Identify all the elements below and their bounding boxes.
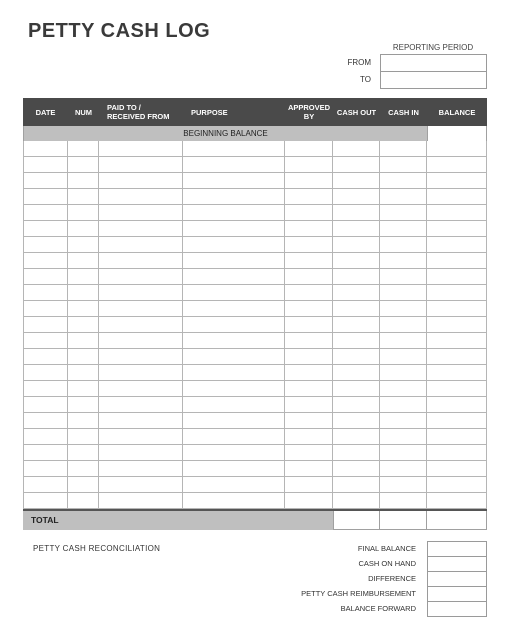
cell-balance[interactable] <box>427 381 487 397</box>
cell-num[interactable] <box>68 189 99 205</box>
cell-cash-in[interactable] <box>380 221 427 237</box>
cell-balance[interactable] <box>427 205 487 221</box>
cell-balance[interactable] <box>427 221 487 237</box>
cell-num[interactable] <box>68 397 99 413</box>
cell-num[interactable] <box>68 141 99 157</box>
cell-date[interactable] <box>23 413 68 429</box>
cell-approved-by[interactable] <box>285 269 333 285</box>
cell-date[interactable] <box>23 445 68 461</box>
cell-cash-in[interactable] <box>380 157 427 173</box>
cell-cash-in[interactable] <box>380 205 427 221</box>
beginning-balance-row <box>23 126 487 141</box>
cell-cash-in[interactable] <box>380 189 427 205</box>
table-row <box>23 493 487 509</box>
cell-paid-to[interactable] <box>99 221 183 237</box>
table-header <box>23 98 487 126</box>
cell-date[interactable] <box>23 205 68 221</box>
cell-date[interactable] <box>23 477 68 493</box>
cell-approved-by[interactable] <box>285 157 333 173</box>
cell-num[interactable] <box>68 221 99 237</box>
cell-paid-to[interactable] <box>99 285 183 301</box>
cell-cash-out[interactable] <box>333 141 380 157</box>
cell-cash-out[interactable] <box>333 285 380 301</box>
cell-approved-by[interactable] <box>285 365 333 381</box>
cell-approved-by[interactable] <box>285 317 333 333</box>
cell-cash-out[interactable] <box>333 157 380 173</box>
cell-cash-in[interactable] <box>380 445 427 461</box>
cell-paid-to[interactable] <box>99 317 183 333</box>
from-label: FROM <box>347 58 371 67</box>
cell-approved-by[interactable] <box>285 477 333 493</box>
cell-paid-to[interactable] <box>99 413 183 429</box>
cell-cash-out[interactable] <box>333 397 380 413</box>
cell-balance[interactable] <box>427 141 487 157</box>
cell-paid-to[interactable] <box>99 173 183 189</box>
cell-balance[interactable] <box>427 317 487 333</box>
cell-cash-out[interactable] <box>333 205 380 221</box>
cell-cash-out[interactable] <box>333 237 380 253</box>
cell-date[interactable] <box>23 157 68 173</box>
cell-purpose[interactable] <box>183 461 285 477</box>
cell-date[interactable] <box>23 253 68 269</box>
cell-balance[interactable] <box>427 189 487 205</box>
table-row <box>23 429 487 445</box>
cell-paid-to[interactable] <box>99 237 183 253</box>
page-title: PETTY CASH LOG <box>28 20 211 42</box>
cell-cash-out[interactable] <box>333 317 380 333</box>
reconciliation-row <box>260 601 486 616</box>
header-cash-in: CASH IN <box>388 107 419 117</box>
cell-date[interactable] <box>23 301 68 317</box>
cell-purpose[interactable] <box>183 253 285 269</box>
cell-date[interactable] <box>23 397 68 413</box>
cell-cash-in[interactable] <box>380 429 427 445</box>
table-row <box>23 365 487 381</box>
cell-date[interactable] <box>23 429 68 445</box>
cell-balance[interactable] <box>427 461 487 477</box>
cell-approved-by[interactable] <box>285 381 333 397</box>
cell-date[interactable] <box>23 381 68 397</box>
table-row <box>23 221 487 237</box>
cell-balance[interactable] <box>427 269 487 285</box>
cell-cash-in[interactable] <box>380 349 427 365</box>
cell-cash-out[interactable] <box>333 301 380 317</box>
cell-cash-out[interactable] <box>333 269 380 285</box>
table-row <box>23 397 487 413</box>
cell-cash-out[interactable] <box>333 445 380 461</box>
total-cash-in-cell[interactable] <box>380 511 427 530</box>
cell-num[interactable] <box>68 317 99 333</box>
beginning-balance-label: BEGINNING BALANCE <box>23 126 427 142</box>
reconciliation-label: CASH ON HAND <box>358 559 416 568</box>
cell-num[interactable] <box>68 253 99 269</box>
table-row <box>23 189 487 205</box>
cell-cash-in[interactable] <box>380 269 427 285</box>
cell-cash-in[interactable] <box>380 397 427 413</box>
table-row <box>23 461 487 477</box>
cell-cash-in[interactable] <box>380 253 427 269</box>
cell-cash-out[interactable] <box>333 333 380 349</box>
cell-date[interactable] <box>23 285 68 301</box>
cell-paid-to[interactable] <box>99 493 183 509</box>
cell-purpose[interactable] <box>183 349 285 365</box>
cell-paid-to[interactable] <box>99 189 183 205</box>
cell-approved-by[interactable] <box>285 445 333 461</box>
cell-purpose[interactable] <box>183 365 285 381</box>
cell-purpose[interactable] <box>183 381 285 397</box>
cell-cash-out[interactable] <box>333 461 380 477</box>
reporting-period-label: REPORTING PERIOD <box>392 43 474 52</box>
cell-paid-to[interactable] <box>99 477 183 493</box>
cell-approved-by[interactable] <box>285 189 333 205</box>
cell-approved-by[interactable] <box>285 205 333 221</box>
total-label: TOTAL <box>23 511 333 530</box>
table-row <box>23 381 487 397</box>
cell-paid-to[interactable] <box>99 253 183 269</box>
cell-approved-by[interactable] <box>285 397 333 413</box>
cell-cash-in[interactable] <box>380 365 427 381</box>
cell-cash-out[interactable] <box>333 413 380 429</box>
cell-cash-out[interactable] <box>333 221 380 237</box>
cell-purpose[interactable] <box>183 477 285 493</box>
cell-purpose[interactable] <box>183 397 285 413</box>
total-balance-cell[interactable] <box>427 511 487 530</box>
reporting-period-to <box>330 71 486 88</box>
cell-approved-by[interactable] <box>285 141 333 157</box>
cell-approved-by[interactable] <box>285 173 333 189</box>
reconciliation-value-field[interactable] <box>427 541 487 557</box>
total-row <box>23 509 487 530</box>
cell-cash-in[interactable] <box>380 173 427 189</box>
cell-paid-to[interactable] <box>99 205 183 221</box>
reconciliation-section <box>260 541 486 616</box>
header-purpose: PURPOSE <box>191 107 228 117</box>
cell-num[interactable] <box>68 285 99 301</box>
cell-purpose[interactable] <box>183 221 285 237</box>
total-cash-out-cell[interactable] <box>333 511 380 530</box>
cell-cash-out[interactable] <box>333 253 380 269</box>
cell-paid-to[interactable] <box>99 445 183 461</box>
cell-balance[interactable] <box>427 493 487 509</box>
cell-num[interactable] <box>68 365 99 381</box>
cell-cash-out[interactable] <box>333 173 380 189</box>
header-balance: BALANCE <box>438 107 476 117</box>
cell-cash-in[interactable] <box>380 333 427 349</box>
cell-paid-to[interactable] <box>99 269 183 285</box>
cell-purpose[interactable] <box>183 141 285 157</box>
table-row <box>23 157 487 173</box>
cell-date[interactable] <box>23 317 68 333</box>
cell-balance[interactable] <box>427 477 487 493</box>
reconciliation-row <box>260 571 486 586</box>
cell-balance[interactable] <box>427 173 487 189</box>
cell-paid-to[interactable] <box>99 333 183 349</box>
table-row <box>23 349 487 365</box>
reconciliation-value-field[interactable] <box>427 601 487 617</box>
petty-cash-table <box>23 98 487 530</box>
cell-approved-by[interactable] <box>285 413 333 429</box>
cell-approved-by[interactable] <box>285 221 333 237</box>
reconciliation-value-field[interactable] <box>427 586 487 602</box>
cell-purpose[interactable] <box>183 189 285 205</box>
cell-date[interactable] <box>23 189 68 205</box>
cell-cash-out[interactable] <box>333 493 380 509</box>
cell-approved-by[interactable] <box>285 285 333 301</box>
cell-num[interactable] <box>68 349 99 365</box>
cell-date[interactable] <box>23 461 68 477</box>
to-date-field[interactable] <box>380 71 487 89</box>
cell-cash-in[interactable] <box>380 237 427 253</box>
table-row <box>23 413 487 429</box>
cell-purpose[interactable] <box>183 301 285 317</box>
cell-approved-by[interactable] <box>285 461 333 477</box>
reporting-period-from <box>330 54 486 71</box>
reconciliation-value-field[interactable] <box>427 571 487 587</box>
table-row <box>23 141 487 157</box>
cell-cash-in[interactable] <box>380 301 427 317</box>
table-row <box>23 301 487 317</box>
cell-cash-in[interactable] <box>380 381 427 397</box>
cell-cash-in[interactable] <box>380 317 427 333</box>
table-row <box>23 333 487 349</box>
cell-cash-in[interactable] <box>380 493 427 509</box>
cell-num[interactable] <box>68 157 99 173</box>
cell-purpose[interactable] <box>183 413 285 429</box>
cell-paid-to[interactable] <box>99 301 183 317</box>
cell-approved-by[interactable] <box>285 301 333 317</box>
cell-cash-out[interactable] <box>333 365 380 381</box>
cell-purpose[interactable] <box>183 205 285 221</box>
cell-num[interactable] <box>68 493 99 509</box>
cell-balance[interactable] <box>427 413 487 429</box>
cell-num[interactable] <box>68 333 99 349</box>
cell-cash-in[interactable] <box>380 461 427 477</box>
cell-approved-by[interactable] <box>285 253 333 269</box>
cell-num[interactable] <box>68 477 99 493</box>
cell-num[interactable] <box>68 237 99 253</box>
header-num: NUM <box>74 107 93 117</box>
cell-date[interactable] <box>23 141 68 157</box>
cell-purpose[interactable] <box>183 493 285 509</box>
cell-cash-out[interactable] <box>333 477 380 493</box>
cell-cash-out[interactable] <box>333 349 380 365</box>
cell-num[interactable] <box>68 269 99 285</box>
cell-approved-by[interactable] <box>285 429 333 445</box>
to-label: TO <box>360 75 371 84</box>
cell-num[interactable] <box>68 413 99 429</box>
reconciliation-label: DIFFERENCE <box>368 574 416 583</box>
header-cash-out: CASH OUT <box>336 107 377 117</box>
cell-paid-to[interactable] <box>99 397 183 413</box>
beginning-balance-cell[interactable] <box>427 126 487 142</box>
cell-balance[interactable] <box>427 301 487 317</box>
cell-cash-in[interactable] <box>380 141 427 157</box>
header-paid-to: PAID TO / RECEIVED FROM <box>107 103 170 121</box>
reconciliation-value-field[interactable] <box>427 556 487 572</box>
cell-purpose[interactable] <box>183 173 285 189</box>
cell-paid-to[interactable] <box>99 157 183 173</box>
reconciliation-label: FINAL BALANCE <box>357 544 416 553</box>
cell-balance[interactable] <box>427 397 487 413</box>
table-row <box>23 477 487 493</box>
table-row <box>23 317 487 333</box>
cell-num[interactable] <box>68 205 99 221</box>
table-row <box>23 445 487 461</box>
cell-paid-to[interactable] <box>99 141 183 157</box>
cell-balance[interactable] <box>427 237 487 253</box>
cell-purpose[interactable] <box>183 285 285 301</box>
cell-num[interactable] <box>68 461 99 477</box>
cell-purpose[interactable] <box>183 445 285 461</box>
cell-approved-by[interactable] <box>285 333 333 349</box>
header-approved-by: APPROVED BY <box>287 103 331 121</box>
cell-cash-out[interactable] <box>333 381 380 397</box>
cell-date[interactable] <box>23 173 68 189</box>
cell-date[interactable] <box>23 269 68 285</box>
cell-balance[interactable] <box>427 285 487 301</box>
reconciliation-row <box>260 586 486 601</box>
cell-approved-by[interactable] <box>285 349 333 365</box>
reconciliation-row <box>260 556 486 571</box>
cell-cash-out[interactable] <box>333 189 380 205</box>
table-row <box>23 173 487 189</box>
reconciliation-label: PETTY CASH REIMBURSEMENT <box>301 589 416 598</box>
cell-cash-out[interactable] <box>333 429 380 445</box>
cell-purpose[interactable] <box>183 269 285 285</box>
cell-approved-by[interactable] <box>285 493 333 509</box>
cell-paid-to[interactable] <box>99 349 183 365</box>
cell-date[interactable] <box>23 221 68 237</box>
reconciliation-label: BALANCE FORWARD <box>340 604 416 613</box>
cell-balance[interactable] <box>427 365 487 381</box>
cell-purpose[interactable] <box>183 317 285 333</box>
cell-cash-in[interactable] <box>380 477 427 493</box>
cell-date[interactable] <box>23 365 68 381</box>
cell-purpose[interactable] <box>183 429 285 445</box>
cell-approved-by[interactable] <box>285 237 333 253</box>
cell-purpose[interactable] <box>183 157 285 173</box>
cell-balance[interactable] <box>427 333 487 349</box>
cell-purpose[interactable] <box>183 237 285 253</box>
cell-date[interactable] <box>23 493 68 509</box>
cell-paid-to[interactable] <box>99 365 183 381</box>
table-row <box>23 269 487 285</box>
cell-num[interactable] <box>68 301 99 317</box>
cell-num[interactable] <box>68 173 99 189</box>
cell-balance[interactable] <box>427 253 487 269</box>
table-row <box>23 253 487 269</box>
table-row <box>23 285 487 301</box>
cell-cash-in[interactable] <box>380 285 427 301</box>
cell-purpose[interactable] <box>183 333 285 349</box>
cell-date[interactable] <box>23 349 68 365</box>
table-body <box>23 141 487 509</box>
cell-paid-to[interactable] <box>99 429 183 445</box>
cell-cash-in[interactable] <box>380 413 427 429</box>
from-date-field[interactable] <box>380 54 487 72</box>
reconciliation-title: PETTY CASH RECONCILIATION <box>33 544 161 553</box>
cell-date[interactable] <box>23 333 68 349</box>
cell-date[interactable] <box>23 237 68 253</box>
cell-balance[interactable] <box>427 157 487 173</box>
cell-num[interactable] <box>68 445 99 461</box>
header-date: DATE <box>35 107 56 117</box>
table-row <box>23 237 487 253</box>
reconciliation-row <box>260 541 486 556</box>
cell-paid-to[interactable] <box>99 461 183 477</box>
cell-balance[interactable] <box>427 429 487 445</box>
cell-num[interactable] <box>68 429 99 445</box>
cell-num[interactable] <box>68 381 99 397</box>
table-row <box>23 205 487 221</box>
cell-paid-to[interactable] <box>99 381 183 397</box>
cell-balance[interactable] <box>427 445 487 461</box>
cell-balance[interactable] <box>427 349 487 365</box>
